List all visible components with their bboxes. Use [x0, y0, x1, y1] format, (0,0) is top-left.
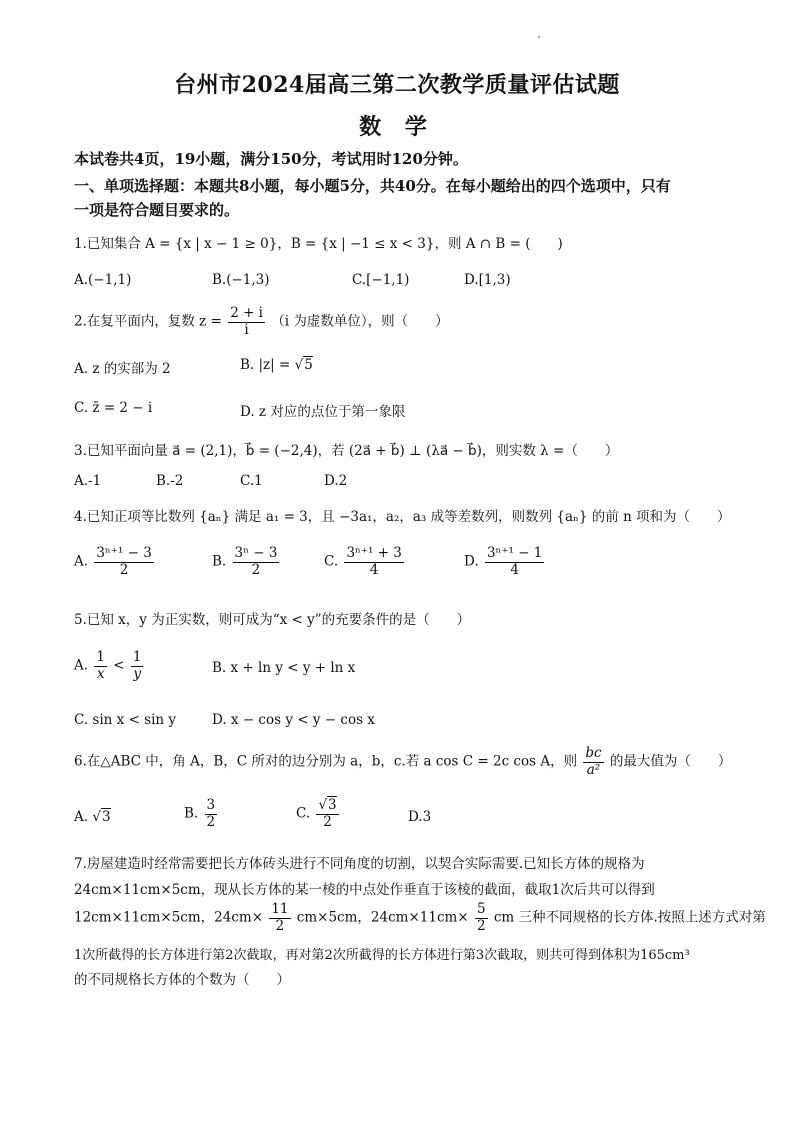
- q2-option-d: D. z 对应的点位于第一象限: [240, 404, 406, 420]
- q5-option-a-den1: x: [96, 665, 105, 682]
- q4-option-b: [212, 546, 281, 578]
- q6-option-b-num: 3: [206, 797, 216, 813]
- q2-stem-pre: 2.在复平面内，复数 z =: [74, 313, 222, 330]
- q7-line1: 7.房屋建造时经常需要把长方体砖头进行不同角度的切割，以契合实际需要.已知长方体的规格为: [74, 856, 645, 872]
- q2-stem-post: （i 为虚数单位），则（ ）: [271, 313, 449, 330]
- q4-option-a-fraction: [94, 546, 153, 578]
- q7-line4: 1次所截得的长方体进行第2次截取，再对第2次所截得的长方体进行第3次截取，则共可得到体积为165cm³: [74, 948, 690, 963]
- q6-option-c-num: [316, 798, 338, 815]
- q4-option-b-num: 3ⁿ − 3: [234, 545, 278, 561]
- q4-option-a-label: A.: [74, 553, 89, 570]
- q4-option-c-label: C.: [324, 553, 339, 570]
- q5-option-a-num1: 1: [96, 649, 105, 665]
- q1-option-b: B.(−1,3): [212, 272, 270, 288]
- q3-option-a: A.-1: [74, 473, 102, 489]
- q4-option-d: [464, 546, 546, 578]
- q2-frac-den: i: [244, 321, 249, 338]
- q4-option-b-den: 2: [251, 561, 261, 578]
- q2-option-b-radicand: 5: [304, 357, 313, 373]
- q5-option-a-den2: y: [133, 665, 141, 682]
- q6-option-c-sqrt-sign: √: [318, 797, 328, 813]
- q4-option-c: [324, 546, 406, 578]
- q6-option-c-fraction: [316, 798, 338, 830]
- q6-option-b-label: B.: [184, 805, 199, 822]
- q6-stem: [74, 746, 731, 778]
- q1-option-d: D.[1,3): [464, 272, 511, 288]
- q4-option-d-num: 3ⁿ⁺¹ − 1: [486, 545, 543, 561]
- q3-option-d: D.2: [324, 473, 348, 489]
- q2-option-b-pre: B. |z| = √: [240, 357, 304, 373]
- q6-option-b-den: 2: [206, 813, 216, 830]
- q4-option-b-label: B.: [212, 553, 227, 570]
- q2-option-c: C. z̄ = 2 − i: [74, 400, 153, 416]
- q3-option-b: B.-2: [156, 473, 184, 489]
- q4-option-c-num: 3ⁿ⁺¹ + 3: [346, 545, 402, 561]
- q3-option-c: C.1: [240, 473, 263, 489]
- q6-option-b: [184, 798, 219, 830]
- q6-option-c-radicand: 3: [328, 797, 337, 813]
- q4-option-d-fraction: [485, 546, 544, 578]
- q5-option-c: C. sin x < sin y: [74, 712, 177, 728]
- q5-option-a-label: A.: [74, 657, 89, 674]
- q2-option-a: A. z 的实部为 2: [74, 361, 171, 377]
- q1-option-a: A.(−1,1): [74, 272, 132, 288]
- q4-option-b-fraction: [233, 546, 280, 578]
- q2-frac-num: 2 + i: [230, 305, 263, 321]
- q2-stem: [74, 306, 449, 338]
- q4-option-c-fraction: [344, 546, 403, 578]
- q5-option-a-frac1: [94, 650, 107, 682]
- q7-frac2: [475, 902, 488, 934]
- section-header-line2: 一项是符合题目要求的。: [74, 201, 240, 219]
- q5-option-a-frac2: [131, 650, 144, 682]
- q7-line2: 24cm×11cm×5cm，现从长方体的某一棱的中点处作垂直于该棱的截面，截取1次后共可以得到: [74, 882, 655, 898]
- q6-option-a: [74, 809, 111, 825]
- q6-stem-post: 的最大值为（ ）: [609, 753, 732, 770]
- exam-title: 台州市2024届高三第二次教学质量评估试题: [174, 72, 620, 98]
- q6-frac-num: bc: [585, 745, 602, 761]
- q7-line3-b: cm×5cm，24cm×11cm×: [296, 909, 469, 926]
- q7-line3-a: 12cm×11cm×5cm，24cm×: [74, 909, 264, 926]
- q1-option-c: C.[−1,1): [352, 272, 410, 288]
- q4-option-c-den: 4: [369, 561, 379, 578]
- q5-option-d: D. x − cos y < y − cos x: [212, 712, 375, 728]
- q5-option-a-lt: <: [113, 657, 125, 674]
- q7-frac1-den: 2: [275, 917, 285, 934]
- q1-stem: 1.已知集合 A = {x | x − 1 ≥ 0}，B = {x | −1 ≤ x < 3}，则 A ∩ B = ( ): [74, 236, 563, 252]
- q7-line3: [74, 902, 766, 934]
- q6-stem-pre: 6.在△ABC 中，角 A，B，C 所对的边分别为 a，b，c.若 a cos C = 2c cos A，则: [74, 753, 578, 770]
- scan-dot: [538, 36, 540, 38]
- q7-line5: 的不同规格长方体的个数为（ ）: [74, 972, 290, 988]
- q6-frac-den: a²: [586, 761, 601, 778]
- q7-frac2-num: 5: [476, 901, 486, 917]
- q7-frac2-den: 2: [476, 917, 486, 934]
- q7-frac1-num: 11: [271, 901, 289, 917]
- q6-option-c: [296, 798, 341, 830]
- q7-frac1: [269, 902, 290, 934]
- q6-option-a-radicand: 3: [101, 809, 111, 825]
- q4-option-a-num: 3ⁿ⁺¹ − 3: [96, 545, 152, 561]
- q6-option-c-label: C.: [296, 805, 311, 822]
- q6-option-b-fraction: [205, 798, 218, 830]
- q4-option-a-den: 2: [119, 561, 129, 578]
- q3-stem: 3.已知平面向量 a⃗ = (2,1)，b⃗ = (−2,4)，若 (2a⃗ + b⃗) ⊥ (λa⃗ − b⃗)，则实数 λ =（ ）: [74, 443, 619, 459]
- q5-stem: 5.已知 x，y 为正实数，则可成为“x < y”的充要条件的是（ ）: [74, 612, 471, 628]
- q6-option-d: D.3: [408, 809, 432, 825]
- q4-option-a: [74, 546, 156, 578]
- q6-option-c-den: 2: [323, 813, 332, 830]
- q7-line3-c: cm 三种不同规格的长方体.按照上述方式对第: [493, 909, 766, 926]
- exam-info: 本试卷共4页，19小题，满分150分，考试用时120分钟。: [74, 150, 468, 168]
- q5-option-a: [74, 650, 145, 682]
- q4-option-d-den: 4: [510, 561, 519, 578]
- q4-option-d-label: D.: [464, 553, 479, 570]
- q6-fraction: [583, 746, 603, 778]
- q4-stem: 4.已知正项等比数列 {aₙ} 满足 a₁ = 3，且 −3a₁，a₂，a₃ 成等差数列，则数列 {aₙ} 的前 n 项和为（ ）: [74, 509, 731, 525]
- section-header-line1: 一、单项选择题：本题共8小题，每小题5分，共40分。在每小题给出的四个选项中，只有: [74, 177, 671, 195]
- q2-option-b: [240, 357, 313, 373]
- q5-option-a-num2: 1: [132, 649, 142, 665]
- q2-fraction: [228, 306, 265, 338]
- q5-option-b: B. x + ln y < y + ln x: [212, 660, 356, 676]
- q6-option-a-pre: A. √: [74, 809, 101, 825]
- subject-title: 数 学: [359, 114, 435, 140]
